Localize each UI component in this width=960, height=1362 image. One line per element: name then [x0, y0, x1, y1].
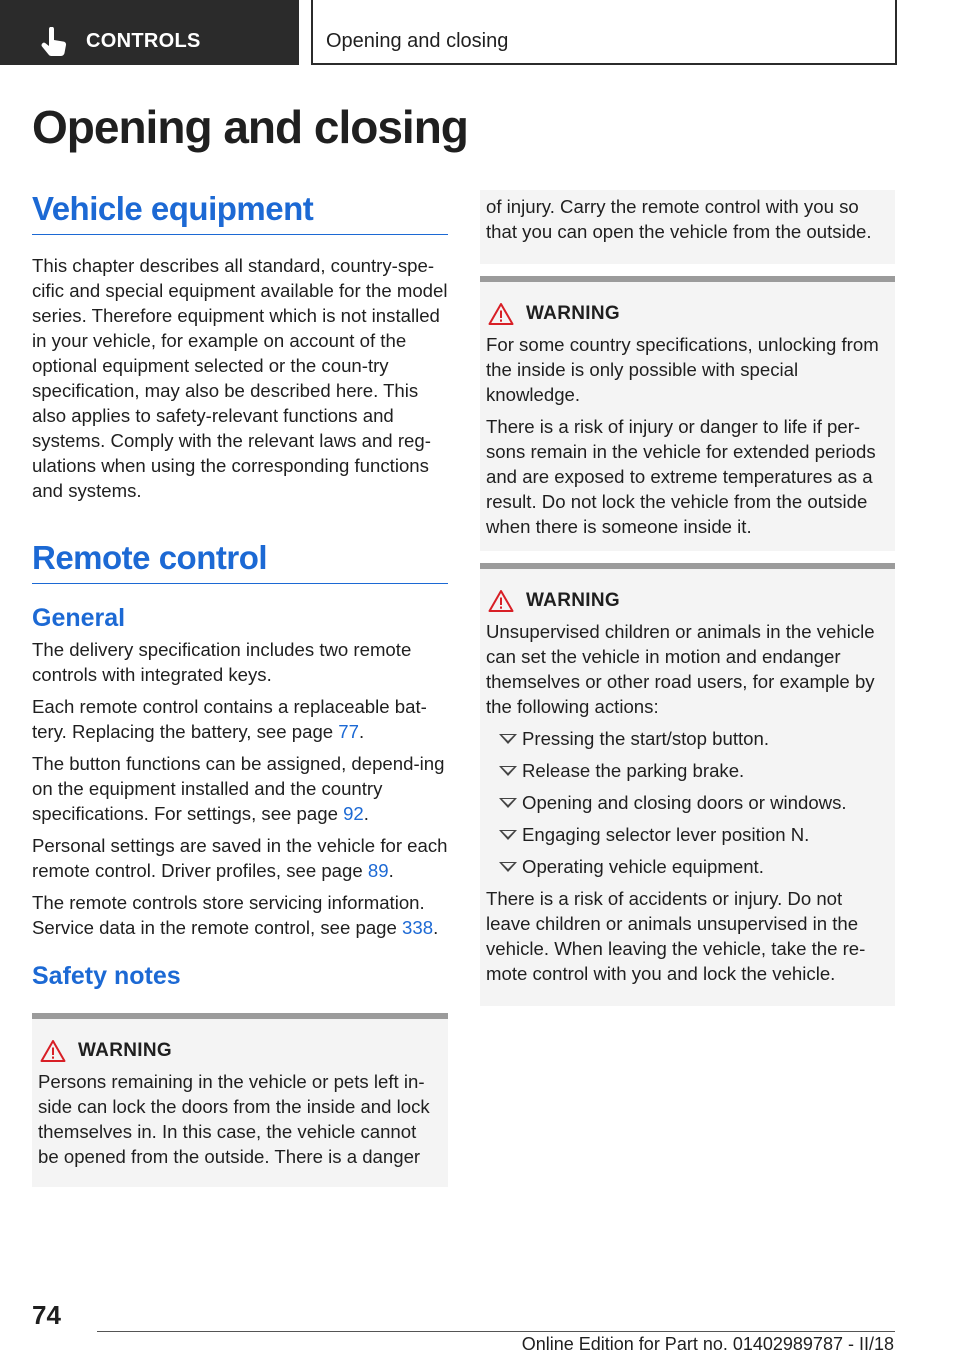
- left-column: [32, 190, 448, 1187]
- pointing-hand-icon: [40, 27, 68, 57]
- general-paragraph-3: The button functions can be assigned, depend‐ing on the equipment installed and the country specifications. For settings, see page 92.: [32, 753, 445, 824]
- warning-triangle-icon: [40, 1039, 66, 1063]
- page-number: 74: [32, 1300, 61, 1330]
- warning-box-1: [32, 1013, 448, 1187]
- warning-header: [486, 302, 889, 326]
- actions-list: [486, 726, 889, 879]
- warning-label: WARNING: [78, 1040, 172, 1061]
- general-paragraph-2: Each remote control contains a replaceable bat‐tery. Replacing the battery, see page 77.: [32, 696, 427, 742]
- general-paragraph-4: Personal settings are saved in the vehicle for each remote control. Driver profiles, see page 89.: [32, 835, 448, 881]
- chapter-title: Opening and closing: [32, 101, 468, 153]
- page-link-92[interactable]: 92: [343, 803, 364, 824]
- general-heading: General: [32, 604, 126, 632]
- page-link-89[interactable]: 89: [367, 860, 389, 881]
- warning-box-3: [480, 563, 895, 1006]
- list-item: Opening and closing doors or windows.: [486, 790, 889, 815]
- warning-1-text-end: of injury. Carry the remote control with you so that you can open the vehicle from the outside.: [486, 196, 872, 242]
- section-label: CONTROLS: [86, 30, 201, 52]
- list-item: Release the parking brake.: [486, 758, 889, 783]
- warning-2-paragraph-1: For some country specifications, unlocking from the inside is only possible with special knowledge.: [486, 334, 879, 405]
- topic-label: Opening and closing: [326, 30, 509, 52]
- edition-note: Online Edition for Part no. 01402989787 - II/18: [521, 1334, 894, 1354]
- warning-3-outro: There is a risk of accidents or injury. Do not leave children or animals unsupervised in the vehicle. When leaving the vehicle, take the re‐mote control with you and lock the vehicle.: [486, 888, 866, 984]
- warning-box-1-continued: [480, 190, 895, 264]
- topic-tab: [311, 0, 897, 65]
- warning-3-intro: Unsupervised children or animals in the vehicle can set the vehicle in motion and endanger themselves or other road users, for example by the following actions:: [486, 621, 875, 717]
- safety-notes-heading: Safety notes: [32, 962, 181, 990]
- warning-box-2: [480, 276, 895, 551]
- list-item: Engaging selector lever position N.: [486, 822, 889, 847]
- warning-label: WARNING: [526, 303, 620, 324]
- list-item: Operating vehicle equipment.: [486, 854, 889, 879]
- list-item: Pressing the start/stop button.: [486, 726, 889, 751]
- warning-1-text-start: Persons remaining in the vehicle or pets left in‐side can lock the doors from the inside and lock themselves in. In this case, the vehicle cannot be opened from the outside. There is a danger: [38, 1071, 430, 1167]
- general-paragraph-1: The delivery specification includes two remote controls with integrated keys.: [32, 639, 412, 685]
- warning-label: WARNING: [526, 590, 620, 611]
- page-link-338[interactable]: 338: [402, 917, 434, 938]
- right-column: [480, 190, 895, 1006]
- footer-divider: [97, 1331, 895, 1332]
- warning-triangle-icon: [488, 589, 514, 613]
- warning-triangle-icon: [488, 302, 514, 326]
- warning-header: [38, 1039, 442, 1063]
- general-paragraph-5: The remote controls store servicing information. Service data in the remote control, see page 338.: [32, 892, 439, 938]
- warning-header: [486, 589, 889, 613]
- vehicle-equipment-heading: Vehicle equipment: [32, 190, 448, 235]
- section-tab: [0, 0, 299, 65]
- warning-2-paragraph-2: There is a risk of injury or danger to life if per‐sons remain in the vehicle for extended periods and are exposed to extreme temperatures as a result. Do not lock the vehicle from the outside when there is someone inside it.: [486, 416, 876, 537]
- remote-control-heading: Remote control: [32, 539, 448, 584]
- vehicle-equipment-body: This chapter describes all standard, country-spe‐cific and special equipment available for the model series. Therefore equipment which is not installed in your vehicle, for example on account of the optional equipment selected or the coun‐try specification, may also be described here. This also applies to safety-relevant functions and systems. Comply with the relevant laws and reg‐ulations when using the corresponding functions and systems.: [32, 255, 448, 501]
- page-link-77[interactable]: 77: [338, 721, 359, 742]
